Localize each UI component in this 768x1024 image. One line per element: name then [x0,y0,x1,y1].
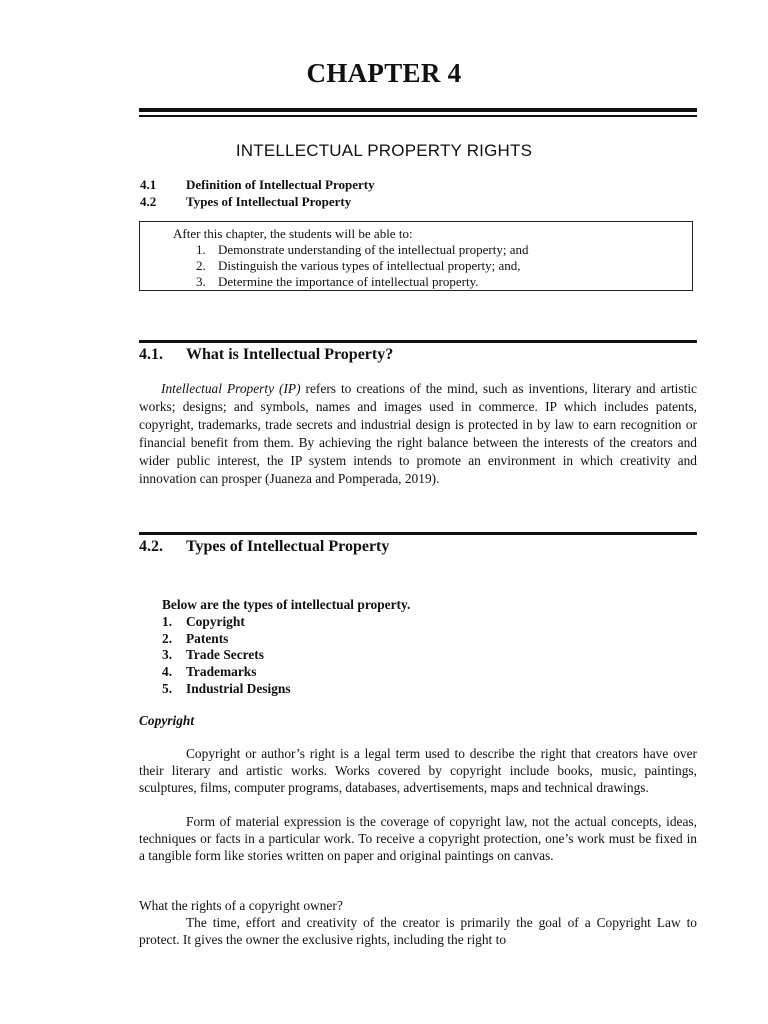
list-item [162,614,410,631]
copyright-question: What the rights of a copyright owner? [139,898,343,913]
list-item-label: Trade Secrets [186,647,264,663]
section-heading [139,538,389,556]
chapter-title: CHAPTER 4 [306,58,462,88]
learning-objectives-box [139,221,693,291]
copyright-heading: Copyright [139,713,195,728]
section-rule [139,340,697,343]
list-item-number: 4. [162,664,173,680]
list-item-label: Trademarks [186,664,257,680]
objective-item [196,242,528,258]
section-heading [139,346,393,364]
toc-item [140,194,375,211]
objective-number: 2. [196,258,206,273]
objective-text: Distinguish the various types of intellectual property; and, [218,258,521,273]
chapter-subtitle: INTELLECTUAL PROPERTY RIGHTS [235,141,533,160]
list-item-label: Patents [186,630,229,646]
copyright-paragraph-1: Copyright or author’s right is a legal term used to describe the right that creators have over their literary and artistic works. Works covered by copyright include books, music, paintings, sculptures, films, computer programs, databases, advertisements, maps and technical drawings. [139,746,697,795]
list-item-number: 1. [162,613,173,629]
ip-definition-paragraph [139,380,697,488]
section-title: Types of Intellectual Property [186,538,390,555]
list-item-label: Industrial Designs [186,680,291,696]
toc-item [140,177,375,194]
objectives-intro: After this chapter, the students will be able to: [173,226,413,241]
table-of-contents [140,177,375,210]
section-number: 4.1. [139,346,163,363]
list-item [162,681,410,698]
ip-types-list [162,597,410,698]
section-rule [139,532,697,535]
toc-item-number: 4.2 [140,193,157,209]
list-intro: Below are the types of intellectual property. [162,597,411,612]
list-item-number: 2. [162,630,173,646]
list-item-label: Copyright [186,613,245,629]
list-item [162,664,410,681]
section-title: What is Intellectual Property? [186,346,394,363]
list-item-number: 3. [162,647,173,663]
objective-text: Demonstrate understanding of the intellectual property; and [218,242,529,257]
toc-item-label: Types of Intellectual Property [186,193,352,209]
objective-number: 1. [196,242,206,257]
objective-item [196,274,528,290]
ip-definition-text: refers to creations of the mind, such as inventions, literary and artistic works; designs; and symbols, names and images used in commerce. IP which includes patents, copyright, trademarks, trade secrets and industrial design is protected in by law to earn recognition or financial benefit from them. By achieving the right balance between the interests of the creators and wider public interest, the IP system intends to promote an environment in which creativity and innovation can prosper (Juaneza and Pomperada, 2019). [139,381,697,486]
objective-item [196,258,528,274]
title-rule-thin [139,115,697,117]
list-item-number: 5. [162,680,173,696]
toc-item-label: Definition of Intellectual Property [186,177,375,192]
list-item [162,647,410,664]
toc-item-number: 4.1 [140,177,157,192]
copyright-paragraph-2: Form of material expression is the coverage of copyright law, not the actual concepts, ideas, techniques or facts in a particular work. To receive a copyright protection, one’s work must be fixed in a tangible form like stories written on paper and original paintings on canvas. [139,814,697,863]
copyright-paragraph-3: The time, effort and creativity of the creator is primarily the goal of a Copyright Law to protect. It gives the owner the exclusive rights, including the right to [139,915,697,947]
title-rule-thick [139,108,697,112]
ip-term: Intellectual Property (IP) [161,381,301,396]
list-item [162,631,410,648]
objective-text: Determine the importance of intellectual property. [218,274,479,289]
objectives-list [196,242,528,290]
objective-number: 3. [196,274,206,289]
section-number: 4.2. [139,538,163,555]
